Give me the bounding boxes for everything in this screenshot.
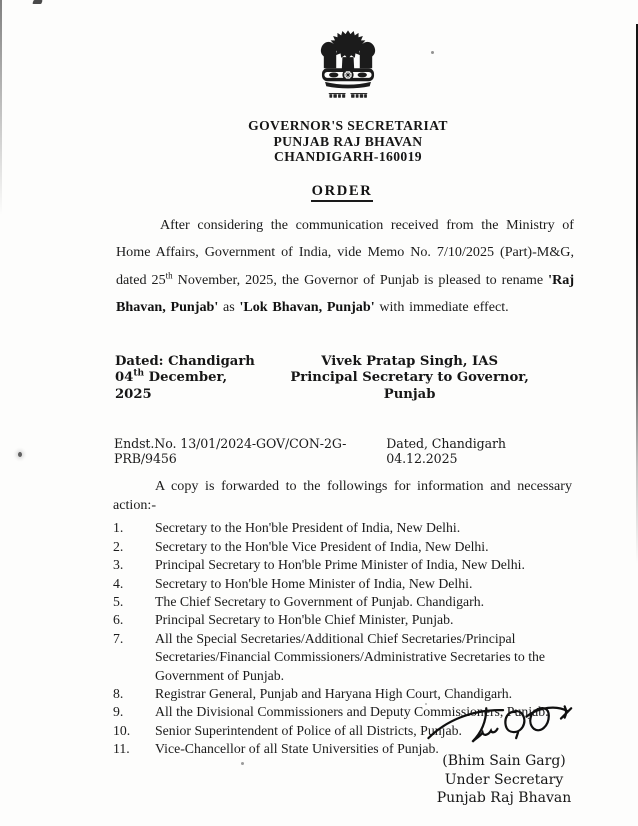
list-item-number: 2. (113, 538, 124, 554)
list-item-number: 5. (113, 593, 124, 609)
list-item-text: Registrar General, Punjab and Haryana High Court, Chandigarh. (155, 685, 513, 701)
list-item (113, 630, 572, 685)
old-name-bold: 'Raj Bhavan, Punjab' (116, 271, 575, 316)
list-item-text: Senior Superintendent of Police of all Districts, Punjab. (155, 722, 462, 738)
list-item-number: 1. (113, 520, 124, 536)
order-body-paragraph: After considering the communication received from the Ministry of Home Affairs, Government of India, vide Memo No. 7/10/2025 (Part)-M&G, dated 25th November, 2025, the Governor of Punjab is pleased to rename 'Raj Bhavan, Punjab' as 'Lok Bhavan, Punjab' with immediate effect. (116, 216, 575, 316)
endorsement-number: Endst.No. 13/01/2024-GOV/CON-2G-PRB/9456 (114, 436, 347, 467)
list-item-number: 8. (113, 685, 124, 701)
letterhead-building: PUNJAB RAJ BHAVAN (273, 133, 423, 149)
list-item-number: 7. (113, 630, 124, 646)
officer-title: Principal Secretary to Governor, Punjab (290, 370, 529, 402)
list-item-number: 11. (113, 741, 130, 757)
signatory-title: Under Secretary (444, 771, 564, 788)
list-item-text: All the Special Secretaries/Additional Chief Secretaries/Principal Secretaries/Financial Commissioners/Administrative Secretaries to the Government of Punjab. (155, 630, 546, 683)
officer-block (265, 354, 554, 404)
signoff-row (115, 354, 554, 404)
scan-speck (241, 762, 244, 765)
list-item-text: Principal Secretary to Hon'ble Chief Minister, Punjab. (155, 612, 454, 628)
list-item (113, 575, 572, 593)
list-item (113, 556, 572, 574)
list-item (113, 611, 572, 629)
list-item (113, 519, 572, 537)
list-item (113, 538, 572, 556)
officer-name: Vivek Pratap Singh, IAS (321, 353, 498, 369)
scan-speck (431, 51, 434, 54)
signatory-name: (Bhim Sain Garg) (442, 753, 566, 769)
date-line: 04th December, 2025 (115, 368, 228, 402)
date-place: Dated: Chandigarh (115, 353, 255, 369)
list-item-number: 4. (113, 575, 124, 591)
signatory-office: Punjab Raj Bhavan (436, 790, 572, 807)
signature-scribble (424, 698, 584, 754)
list-item-text: Principal Secretary to Hon'ble Prime Minister of India, New Delhi. (155, 557, 525, 573)
scan-mark-artifact (32, 0, 42, 4)
list-item-text: Secretary to the Hon'ble President of India, New Delhi. (155, 520, 461, 536)
new-name-bold: 'Lok Bhavan, Punjab' (239, 299, 375, 316)
scan-speck (18, 452, 22, 457)
endorsement-row (114, 436, 566, 466)
list-item-text: Secretary to the Hon'ble Vice President of India, New Delhi. (155, 538, 489, 554)
forwarding-intro: A copy is forwarded to the followings for information and necessary action:- (113, 478, 572, 514)
list-item-text: All the Divisional Commissioners and Deputy Commissioners, Punjab. (155, 704, 549, 720)
list-item-number: 3. (113, 557, 124, 573)
letterhead-city-pin: CHANDIGARH-160019 (273, 149, 423, 165)
list-item-text: Secretary to Hon'ble Home Minister of India, New Delhi. (155, 575, 473, 591)
signature-block (394, 698, 614, 808)
letterhead-office: GOVERNOR'S SECRETARIAT (248, 118, 448, 133)
emblem-motto-glyphs (329, 93, 367, 98)
endorsement-date: Dated, Chandigarh 04.12.2025 (386, 436, 506, 467)
national-emblem-icon (317, 28, 379, 106)
scan-edge-artifact-left (0, 0, 2, 215)
order-heading: ORDER (116, 182, 568, 200)
letterhead (58, 0, 638, 165)
list-item-number: 6. (113, 612, 124, 628)
list-item (113, 593, 572, 611)
list-item-text: The Chief Secretary to Government of Punjab. Chandigarh. (155, 593, 485, 609)
date-place-block (115, 354, 265, 404)
list-item-number: 10. (113, 722, 131, 738)
list-item-number: 9. (113, 704, 124, 720)
list-item-text: Vice-Chancellor of all State Universities of Punjab. (155, 741, 439, 757)
